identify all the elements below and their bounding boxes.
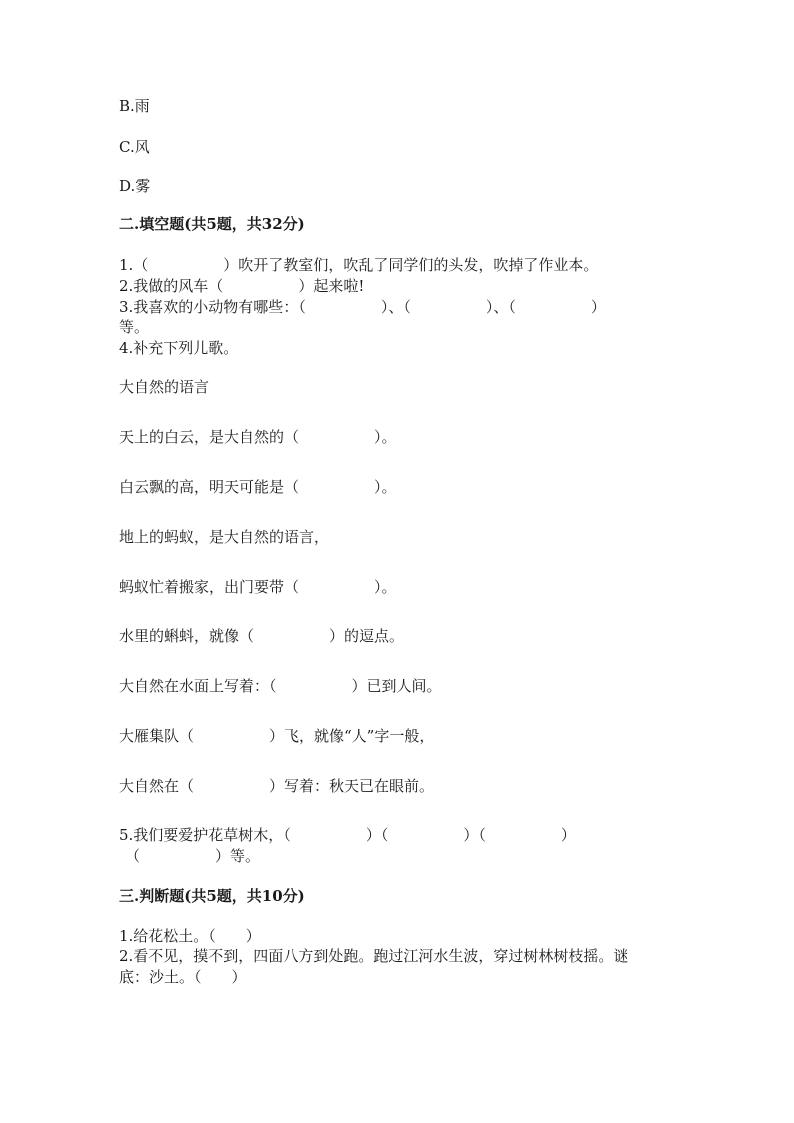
fill-q5-line2: （ ）等。	[125, 847, 261, 865]
option-d: D.雾	[119, 177, 151, 195]
poem-line: 白云飘的高，明天可能是（ ）。	[119, 478, 397, 496]
poem-line: 大雁集队（ ）飞，就像“人”字一般，	[119, 727, 435, 745]
option-c: C.风	[119, 138, 150, 156]
fill-q3-line2: 等。	[119, 318, 150, 336]
fill-q3-line1: 3.我喜欢的小动物有哪些：（ ）、（ ）、（ ）	[119, 298, 606, 316]
poem-line: 大自然的语言	[119, 378, 210, 396]
fill-q1: 1.（ ）吹开了教室们，吹乱了同学们的头发，吹掉了作业本。	[119, 256, 599, 274]
poem-line: 蚂蚁忙着搬家，出门要带（ ）。	[119, 578, 397, 596]
judge-q1: 1.给花松土。（ ）	[119, 927, 261, 945]
judge-q2-line1: 2.看不见，摸不到，四面八方到处跑。跑过江河水生波，穿过树林树枝摇。谜	[119, 947, 629, 965]
section-2-heading: 二.填空题(共5题，共32分)	[119, 215, 305, 233]
judge-q2-line2: 底：沙土。（ ）	[119, 968, 247, 986]
poem-line: 地上的蚂蚁，是大自然的语言，	[119, 528, 330, 546]
fill-q5-line1: 5.我们要爱护花草树木，（ ）（ ）（ ）	[119, 826, 576, 844]
fill-q4: 4.补充下列儿歌。	[119, 339, 239, 357]
poem-line: 大自然在水面上写着：（ ）已到人间。	[119, 677, 442, 695]
poem-line: 水里的蝌蚪，就像（ ）的逗点。	[119, 627, 405, 645]
fill-q2: 2.我做的风车（ ）起来啦!	[119, 277, 365, 295]
option-b: B.雨	[119, 97, 150, 115]
poem-line: 天上的白云，是大自然的（ ）。	[119, 428, 397, 446]
section-3-heading: 三.判断题(共5题，共10分)	[119, 887, 305, 905]
poem-line: 大自然在（ ）写着：秋天已在眼前。	[119, 777, 435, 795]
